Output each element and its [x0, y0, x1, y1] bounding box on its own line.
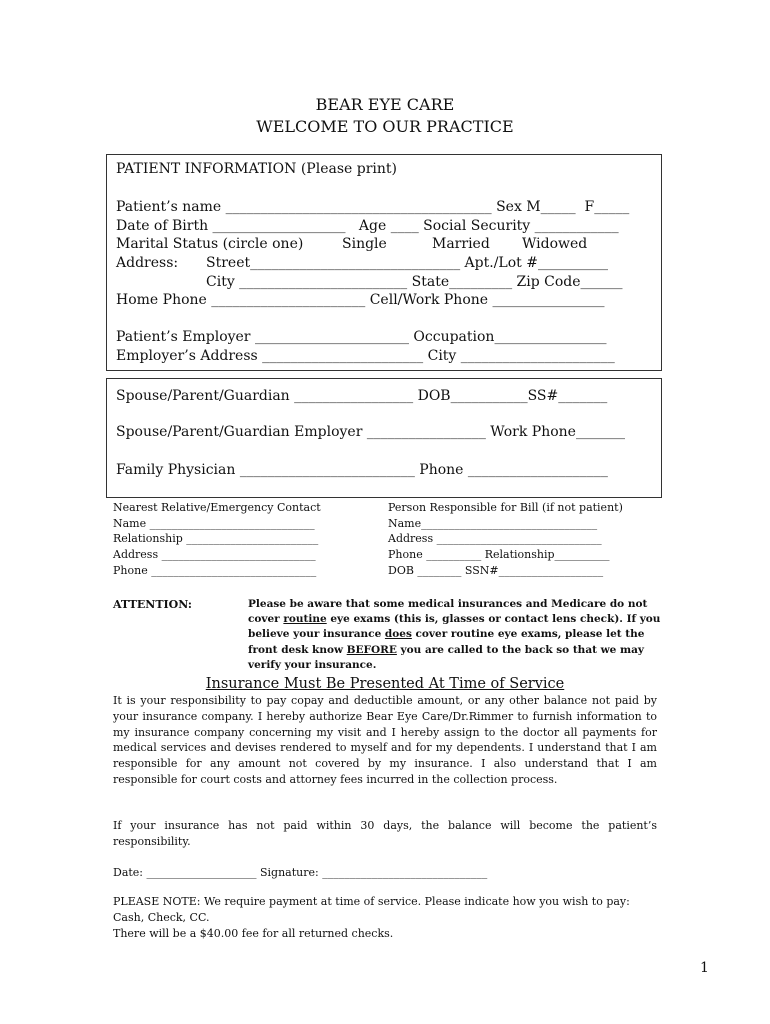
responsible-dob-field[interactable]: DOB ________ SSN#___________________: [388, 564, 604, 577]
returned-check-fee: There will be a $40.00 fee for all returned checks.: [113, 927, 394, 940]
marital-option-single[interactable]: Single: [342, 236, 387, 252]
attention-line-1: Please be aware that some medical insurances and Medicare do not: [248, 598, 648, 610]
patient-name-field[interactable]: Patient’s name ______________________________________ Sex M_____ F_____: [116, 199, 630, 215]
insurance-30-days-paragraph: If your insurance has not paid within 30 days, the balance will become the patient’s responsibility.: [113, 819, 657, 848]
date-of-birth-field[interactable]: Date of Birth ___________________ Age ____ Social Security ____________: [116, 218, 619, 234]
employer-address-field[interactable]: Employer’s Address _______________________ City ______________________: [116, 348, 615, 364]
welcome-title: WELCOME TO OUR PRACTICE: [256, 117, 514, 136]
street-field[interactable]: Street______________________________ Apt./Lot #__________: [206, 255, 608, 271]
marital-option-married[interactable]: Married: [432, 236, 490, 252]
practice-name: BEAR EYE CARE: [315, 95, 455, 114]
attention-line-4: front desk know BEFORE you are called to the back so that we may: [248, 644, 645, 656]
city-state-zip-field[interactable]: City ________________________ State_________ Zip Code______: [206, 274, 623, 290]
attention-line-5: verify your insurance.: [248, 659, 377, 671]
employer-field[interactable]: Patient’s Employer ______________________ Occupation________________: [116, 329, 607, 345]
responsible-heading: Person Responsible for Bill (if not patient): [388, 501, 623, 514]
marital-option-widowed[interactable]: Widowed: [522, 236, 588, 252]
marital-status-label: Marital Status (circle one): [116, 236, 304, 252]
relative-relationship-field[interactable]: Relationship ________________________: [113, 532, 319, 545]
relative-phone-field[interactable]: Phone ______________________________: [113, 564, 317, 577]
insurance-paragraph: It is your responsibility to pay copay and deductible amount, or any other balance not paid by your insurance company. I hereby authorize Bear Eye Care/Dr.Rimmer to furnish information to my insurance company concerning my visit and I hereby assign to the doctor all payments for medical services and devises rendered to myself and for my dependents. I understand that I am responsible for any amount not covered by my insurance. I also understand that I am responsible for court costs and attorney fees incurred in the collection process.: [113, 694, 657, 786]
page-number: 1: [700, 960, 709, 976]
responsible-phone-field[interactable]: Phone __________ Relationship__________: [388, 548, 610, 561]
responsible-address-field[interactable]: Address ______________________________: [388, 532, 602, 545]
insurance-heading: Insurance Must Be Presented At Time of Service: [205, 676, 565, 692]
payment-note: PLEASE NOTE: We require payment at time of service. Please indicate how you wish to pay:: [113, 895, 630, 908]
responsible-name-field[interactable]: Name________________________________: [388, 517, 598, 530]
family-physician-field[interactable]: Family Physician _________________________ Phone ____________________: [116, 462, 608, 478]
phone-field[interactable]: Home Phone ______________________ Cell/Work Phone ________________: [116, 292, 605, 308]
patient-info-heading: PATIENT INFORMATION (Please print): [116, 161, 397, 177]
relative-address-field[interactable]: Address ____________________________: [113, 548, 316, 561]
attention-line-2: cover routine eye exams (this is, glasses or contact lens check). If you: [248, 613, 661, 625]
attention-line-3: believe your insurance does cover routine eye exams, please let the: [248, 628, 645, 640]
guardian-field[interactable]: Spouse/Parent/Guardian _________________ DOB___________SS#_______: [116, 388, 608, 404]
date-signature-field[interactable]: Date: ____________________ Signature: ______________________________: [113, 866, 488, 879]
relative-heading: Nearest Relative/Emergency Contact: [113, 501, 321, 514]
guardian-employer-field[interactable]: Spouse/Parent/Guardian Employer _________________ Work Phone_______: [116, 424, 625, 440]
address-label: Address:: [116, 255, 179, 271]
payment-methods: Cash, Check, CC.: [113, 911, 210, 924]
relative-name-field[interactable]: Name ______________________________: [113, 517, 315, 530]
attention-label: ATTENTION:: [113, 598, 192, 611]
